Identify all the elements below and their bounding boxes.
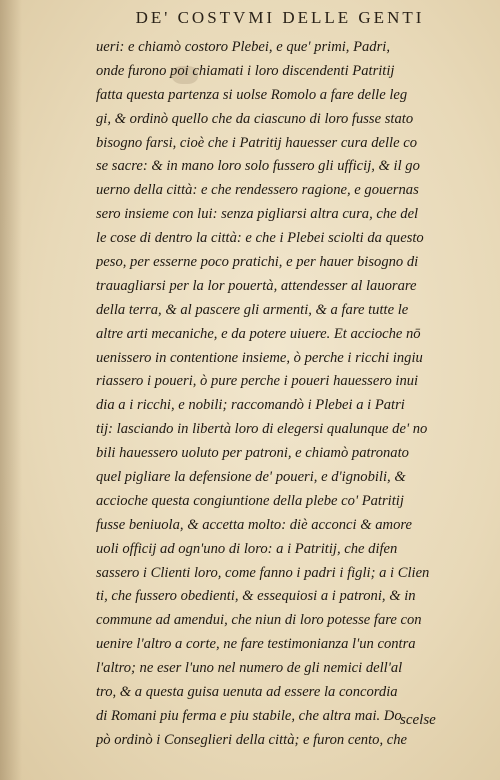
text-line: uerno della città: e che rendessero ragione, e gouernas <box>96 182 419 199</box>
text-line: fusse beniuola, & accetta molto: diè acconci & amore <box>96 516 412 533</box>
text-line: pò ordinò i Conseglieri della città; e furon cento, che <box>96 731 408 748</box>
text-line: bisogno farsi, cioè che i Patritij hauesser cura delle co <box>96 134 418 151</box>
text-line: ti, che fussero obedienti, & essequiosi a i patroni, & in <box>96 588 416 605</box>
body-text <box>96 36 456 753</box>
text-line: trauagliarsi per la lor pouertà, attendesser al lauorare <box>96 277 417 294</box>
text-line: della terra, & al pascere gli armenti, & a fare tutte le <box>96 301 409 318</box>
text-line: tij: lasciando in libertà loro di elegersi qualunque de' no <box>96 421 428 438</box>
text-line: uenissero in contentione insieme, ò perche i ricchi ingiu <box>96 349 423 366</box>
text-line: uenire l'altro a corte, ne fare testimonianza l'un contra <box>96 636 416 653</box>
text-line: di Romani piu ferma e piu stabile, che altra mai. Do <box>96 707 402 724</box>
text-line: altre arti mecaniche, e da potere uiuere. Et accioche nō <box>96 325 421 342</box>
gutter-shadow <box>0 0 22 780</box>
text-line: l'altro; ne eser l'uno nel numero de gli nemici dell'al <box>96 660 403 677</box>
text-line: le cose di dentro la città: e che i Plebei sciolti da questo <box>96 230 424 247</box>
text-line: dia a i ricchi, e nobili; raccomandò i Plebei a i Patri <box>96 397 405 414</box>
catchword: scelse <box>400 712 436 728</box>
text-line: peso, per esserne poco pratichi, e per hauer bisogno di <box>96 254 419 271</box>
text-line: uoli officij ad ogn'uno di loro: a i Patritij, che difen <box>96 540 398 557</box>
text-line: ueri: e chiamò costoro Plebei, e que' primi, Padri, <box>96 39 390 55</box>
text-line: se sacre: & in mano loro solo fussero gli ufficij, & il go <box>96 158 420 175</box>
text-line: fatta questa partenza si uolse Romolo a fare delle leg <box>96 86 408 103</box>
text-line: gi, & ordinò quello che da ciascuno di loro fusse stato <box>96 110 414 127</box>
text-line: sassero i Clienti loro, come fanno i padri i figli; a i Clien <box>96 564 430 581</box>
text-line: riassero i poueri, ò pure perche i poueri hauessero inui <box>96 373 419 390</box>
text-line: tro, & a questa guisa uenuta ad essere la concordia <box>96 684 398 701</box>
text-line: onde furono poi chiamati i loro discendenti Patritij <box>96 62 395 79</box>
text-line: sero insieme con lui: senza pigliarsi altra cura, che del <box>96 206 419 223</box>
text-line: accioche questa congiuntione della plebe co' Patritij <box>96 492 404 509</box>
text-line: bili hauessero uoluto per patroni, e chiamò patronato <box>96 445 409 462</box>
text-line: quel pigliare la defensione de' poueri, e d'ignobili, & <box>96 469 406 486</box>
running-title: DE' COSTVMI DELLE GENTI <box>135 8 425 27</box>
text-line: commune ad amendui, che niun di loro potesse fare con <box>96 612 422 629</box>
